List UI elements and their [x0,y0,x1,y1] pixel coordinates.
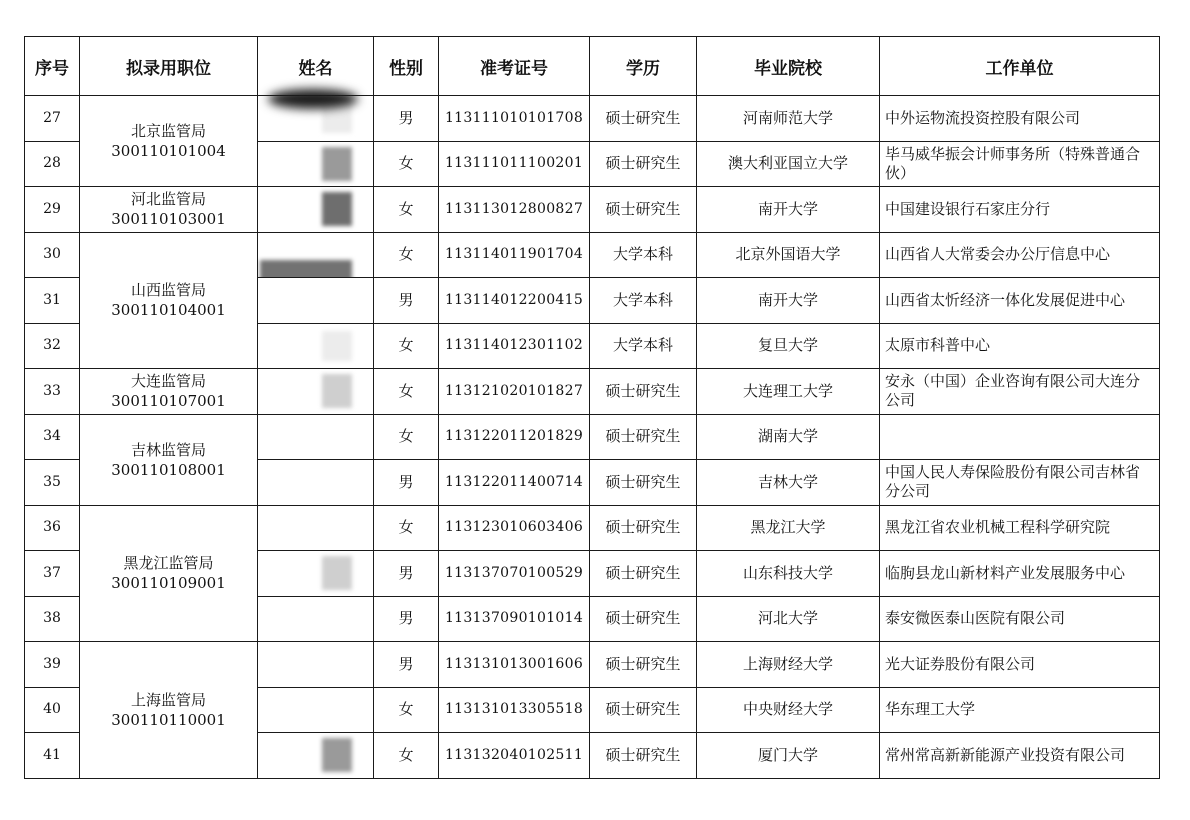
position-office: 吉林监管局 [130,440,206,459]
redaction-mark [322,192,352,226]
header-school: 毕业院校 [697,37,880,96]
position-cell [80,414,258,505]
education-cell: 硕士研究生 [590,733,697,779]
gender-cell: 男 [374,596,439,642]
position-cell [80,187,258,233]
gender-cell: 男 [374,278,439,324]
education-cell: 硕士研究生 [590,460,697,506]
position-cell [80,505,258,642]
position-cell [80,369,258,415]
exam-id-cell: 113114012200415 [439,278,590,324]
employer-cell: 中国人民人寿保险股份有限公司吉林省分公司 [880,460,1160,506]
seq-cell: 37 [25,551,80,597]
seq-cell: 40 [25,687,80,733]
employer-cell [880,414,1160,460]
redaction-mark [260,260,352,278]
position-cell [80,96,258,187]
table-row [25,232,1160,278]
education-cell: 大学本科 [590,232,697,278]
header-employer: 工作单位 [880,37,1160,96]
gender-cell: 男 [374,642,439,688]
education-cell: 硕士研究生 [590,141,697,187]
name-cell-redacted [258,596,374,642]
name-cell-redacted [258,187,374,233]
position-office: 黑龙江监管局 [123,554,214,573]
gender-cell: 女 [374,323,439,369]
exam-id-cell: 113137070100529 [439,551,590,597]
position-code: 300110107001 [111,392,226,411]
exam-id-cell: 113123010603406 [439,505,590,551]
header-position: 拟录用职位 [80,37,258,96]
school-cell: 山东科技大学 [697,551,880,597]
school-cell: 河南师范大学 [697,96,880,142]
gender-cell: 女 [374,141,439,187]
education-cell: 硕士研究生 [590,687,697,733]
seq-cell: 28 [25,141,80,187]
gender-cell: 女 [374,187,439,233]
position-code: 300110108001 [111,460,226,479]
gender-cell: 女 [374,369,439,415]
header-education: 学历 [590,37,697,96]
name-cell-redacted [258,505,374,551]
name-cell-redacted [258,551,374,597]
position-code: 300110101004 [111,142,226,160]
name-cell-redacted [258,460,374,506]
gender-cell: 男 [374,460,439,506]
seq-cell: 27 [25,96,80,142]
exam-id-cell: 113114012301102 [439,323,590,369]
position-code: 300110103001 [111,210,226,229]
seq-cell: 31 [25,278,80,324]
school-cell: 中央财经大学 [697,687,880,733]
name-cell-redacted [258,369,374,415]
seq-cell: 32 [25,323,80,369]
name-cell-redacted [258,733,374,779]
header-row [25,37,1160,96]
employer-cell: 黑龙江省农业机械工程科学研究院 [880,505,1160,551]
gender-cell: 女 [374,733,439,779]
education-cell: 硕士研究生 [590,369,697,415]
position-code: 300110110001 [111,710,226,729]
table-row [25,187,1160,233]
table-row [25,505,1160,551]
employer-cell: 光大证券股份有限公司 [880,642,1160,688]
school-cell: 澳大利亚国立大学 [697,141,880,187]
education-cell: 大学本科 [590,323,697,369]
name-cell-redacted [258,642,374,688]
seq-cell: 34 [25,414,80,460]
gender-cell: 女 [374,414,439,460]
redaction-mark [322,738,352,772]
school-cell: 黑龙江大学 [697,505,880,551]
header-gender: 性别 [374,37,439,96]
name-cell-redacted [258,141,374,187]
position-office: 北京监管局 [130,122,206,140]
name-cell-redacted [258,323,374,369]
name-cell-redacted [258,278,374,324]
exam-id-cell: 113111010101708 [439,96,590,142]
redaction-mark [268,89,358,109]
exam-id-cell: 113121020101827 [439,369,590,415]
position-code: 300110104001 [111,301,226,320]
school-cell: 吉林大学 [697,460,880,506]
seq-cell: 36 [25,505,80,551]
employer-cell: 山西省太忻经济一体化发展促进中心 [880,278,1160,324]
employer-cell: 华东理工大学 [880,687,1160,733]
position-office: 大连监管局 [130,372,206,391]
school-cell: 南开大学 [697,278,880,324]
header-exam-id: 准考证号 [439,37,590,96]
school-cell: 复旦大学 [697,323,880,369]
position-cell [80,642,258,779]
employer-cell: 山西省人大常委会办公厅信息中心 [880,232,1160,278]
exam-id-cell: 113113012800827 [439,187,590,233]
exam-id-cell: 113111011100201 [439,141,590,187]
exam-id-cell: 113114011901704 [439,232,590,278]
seq-cell: 38 [25,596,80,642]
redaction-mark [322,331,352,361]
school-cell: 大连理工大学 [697,369,880,415]
name-cell-redacted [258,232,374,278]
employer-cell: 中外运物流投资控股有限公司 [880,96,1160,142]
table-row [25,96,1160,142]
seq-cell: 33 [25,369,80,415]
exam-id-cell: 113131013001606 [439,642,590,688]
employer-cell: 安永（中国）企业咨询有限公司大连分公司 [880,369,1160,415]
gender-cell: 女 [374,505,439,551]
position-office: 河北监管局 [130,190,206,209]
seq-cell: 30 [25,232,80,278]
name-cell-redacted [258,687,374,733]
employer-cell: 太原市科普中心 [880,323,1160,369]
school-cell: 河北大学 [697,596,880,642]
exam-id-cell: 113122011201829 [439,414,590,460]
education-cell: 硕士研究生 [590,596,697,642]
exam-id-cell: 113131013305518 [439,687,590,733]
gender-cell: 男 [374,96,439,142]
school-cell: 上海财经大学 [697,642,880,688]
education-cell: 硕士研究生 [590,505,697,551]
table-row [25,369,1160,415]
header-seq: 序号 [25,37,80,96]
position-office: 山西监管局 [130,281,206,300]
seq-cell: 41 [25,733,80,779]
exam-id-cell: 113122011400714 [439,460,590,506]
table-row [25,414,1160,460]
education-cell: 硕士研究生 [590,642,697,688]
education-cell: 硕士研究生 [590,96,697,142]
school-cell: 湖南大学 [697,414,880,460]
redaction-mark [322,374,352,408]
seq-cell: 29 [25,187,80,233]
gender-cell: 女 [374,232,439,278]
seq-cell: 35 [25,460,80,506]
position-cell [80,232,258,369]
school-cell: 南开大学 [697,187,880,233]
position-code: 300110109001 [111,574,226,593]
exam-id-cell: 113132040102511 [439,733,590,779]
employer-cell: 泰安微医泰山医院有限公司 [880,596,1160,642]
seq-cell: 39 [25,642,80,688]
header-name: 姓名 [258,37,374,96]
school-cell: 北京外国语大学 [697,232,880,278]
education-cell: 硕士研究生 [590,414,697,460]
exam-id-cell: 113137090101014 [439,596,590,642]
employer-cell: 毕马威华振会计师事务所（特殊普通合伙） [880,141,1160,187]
employer-cell: 临朐县龙山新材料产业发展服务中心 [880,551,1160,597]
hiring-table [24,36,1160,779]
employer-cell: 中国建设银行石家庄分行 [880,187,1160,233]
education-cell: 硕士研究生 [590,551,697,597]
gender-cell: 男 [374,551,439,597]
school-cell: 厦门大学 [697,733,880,779]
gender-cell: 女 [374,687,439,733]
name-cell-redacted [258,414,374,460]
employer-cell: 常州常高新新能源产业投资有限公司 [880,733,1160,779]
education-cell: 硕士研究生 [590,187,697,233]
education-cell: 大学本科 [590,278,697,324]
redaction-mark [322,556,352,590]
table-row [25,642,1160,688]
position-office: 上海监管局 [130,690,206,709]
redaction-mark [322,147,352,181]
